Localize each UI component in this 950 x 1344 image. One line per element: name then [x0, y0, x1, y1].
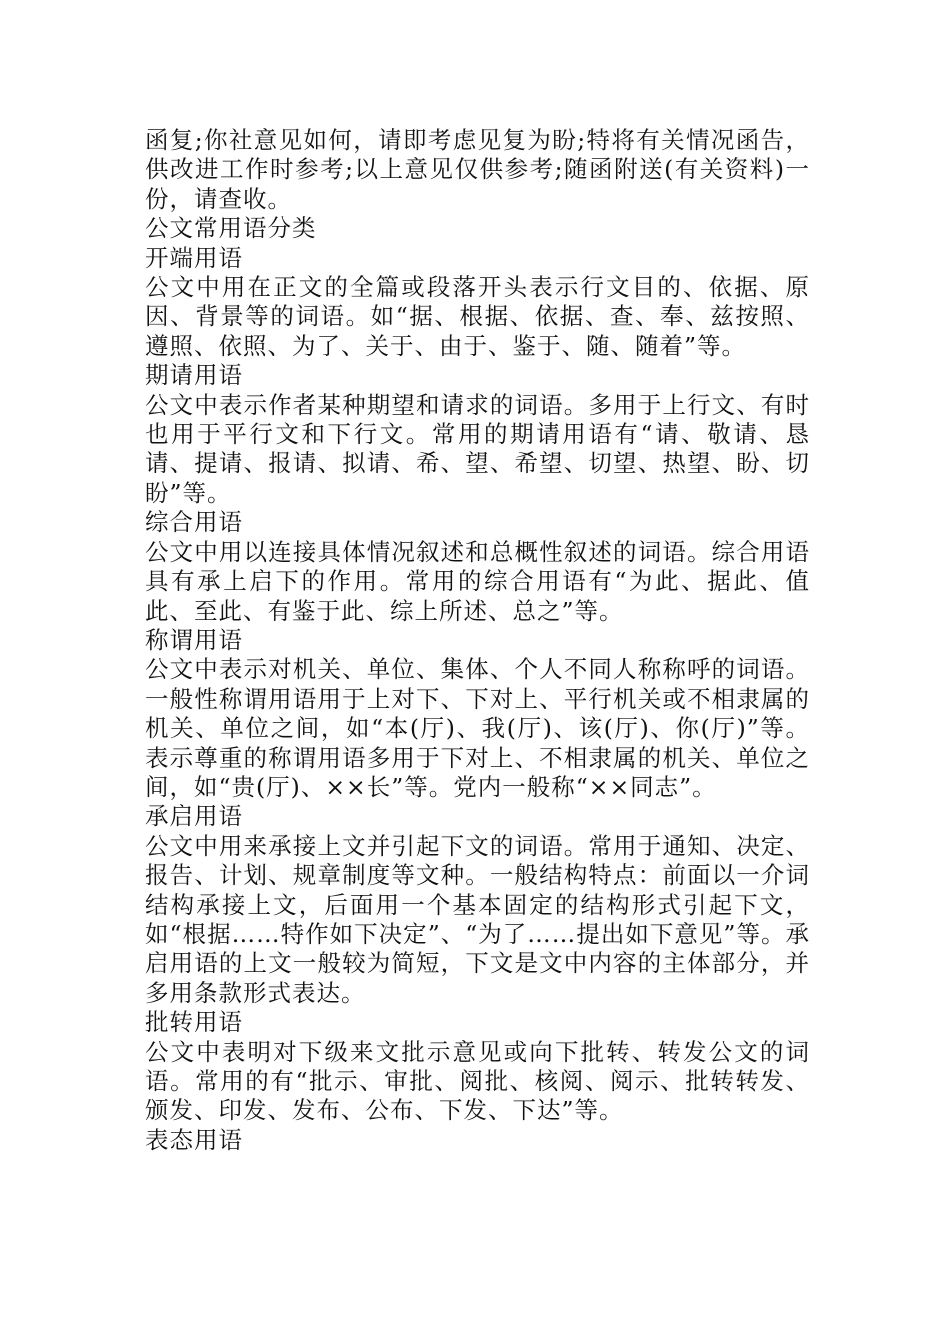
heading-forwarding-terms: 批转用语	[145, 1008, 243, 1037]
paragraph-summary-terms: 公文中用以连接具体情况叙述和总概性叙述的词语。综合用语具有承上启下的作用。常用的综合用语有“为此、据此、值此、至此、有鉴于此、综上所述、总之”等。	[145, 537, 810, 625]
paragraph-forwarding-terms: 公文中表明对下级来文批示意见或向下批转、转发公文的词语。常用的有“批示、审批、阅批、核阅、阅示、批转转发、颁发、印发、发布、公布、下发、下达”等。	[145, 1037, 810, 1125]
heading-attitude-terms: 表态用语	[145, 1125, 243, 1154]
paragraph-transition-terms: 公文中用来承接上文并引起下文的词语。常用于通知、决定、报告、计划、规章制度等文种。一般结构特点：前面以一介词结构承接上文，后面用一个基本固定的结构形式引起下文，如“根据……特作如下决定”、“为了……提出如下意见”等。承启用语的上文一般较为简短，下文是文中内容的主体部分，并多用条款形式表达。	[145, 831, 810, 1007]
heading-opening-terms: 开端用语	[145, 243, 243, 272]
paragraph-request-terms: 公文中表示作者某种期望和请求的词语。多用于上行文、有时也用于平行文和下行文。常用的期请用语有“请、敬请、恳请、提请、报请、拟请、希、望、希望、切望、热望、盼、切盼”等。	[145, 390, 810, 507]
heading-request-terms: 期请用语	[145, 361, 243, 390]
heading-address-terms: 称谓用语	[145, 625, 243, 654]
paragraph-address-terms: 公文中表示对机关、单位、集体、个人不同人称称呼的词语。一般性称谓用语用于上对下、下对上、平行机关或不相隶属的机关、单位之间，如“本(厅)、我(厅)、该(厅)、你(厅)”等。表示尊重的称谓用语多用于下对上、不相隶属的机关、单位之间，如“贵(厅)、××长”等。党内一般称“××同志”。	[145, 655, 810, 801]
heading-summary-terms: 综合用语	[145, 508, 243, 537]
document-page	[145, 126, 810, 1155]
intro-paragraph: 函复;你社意见如何，请即考虑见复为盼;特将有关情况函告，供改进工作时参考;以上意见仅供参考;随函附送(有关资料)一份，请查收。	[145, 126, 810, 213]
paragraph-opening-terms: 公文中用在正文的全篇或段落开头表示行文目的、依据、原因、背景等的词语。如“据、根据、依据、查、奉、兹按照、遵照、依照、为了、关于、由于、鉴于、随、随着”等。	[145, 273, 810, 360]
section-title: 公文常用语分类	[145, 214, 317, 243]
heading-transition-terms: 承启用语	[145, 802, 243, 831]
